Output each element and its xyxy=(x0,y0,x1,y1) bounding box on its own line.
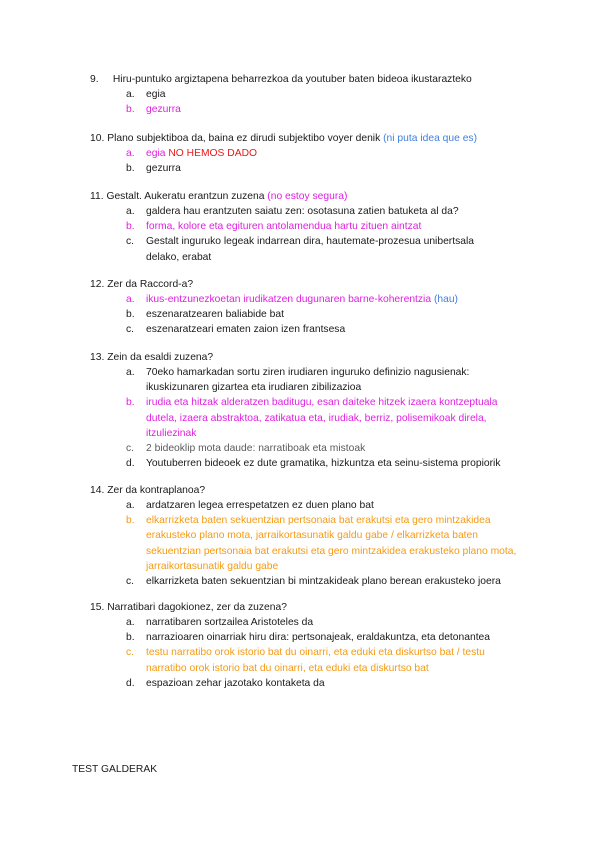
question-text: Zer da kontraplanoa? xyxy=(107,485,206,496)
option-c xyxy=(90,574,530,589)
option-text: irudia eta hitzak alderatzen baditugu, esan daiteke hitzek izaera kontzeptuala dutela, izaera abstraktoa, zatikatua eta, irudiak, berriz, polisemikoak direla, itzuliezinak xyxy=(146,397,498,439)
option-text: Youtuberren bideoek ez dute gramatika, hizkuntza eta seinu-sistema propiorik xyxy=(146,458,501,470)
option-text: ikus-entzunezkoetan irudikatzen dugunaren barne-koherentzia xyxy=(146,294,432,305)
question-note: (ni puta idea que es) xyxy=(383,133,478,144)
option-text: eszenaratzearen baliabide bat xyxy=(146,309,284,321)
option-b xyxy=(90,102,530,117)
question-number: 13. xyxy=(90,352,105,363)
option-text: eszenaratzeari ematen zaion izen frantsesa xyxy=(146,324,346,336)
question-text: Hiru-puntuko argiztapena beharrezkoa da youtuber baten bideoa ikustarazteko xyxy=(112,74,472,85)
option-b xyxy=(90,307,530,322)
option-note: NO HEMOS DADO xyxy=(168,148,258,159)
question-note: (no estoy segura) xyxy=(267,191,348,202)
option-text: testu narratibo orok istorio bat du oinarri, eta eduki eta diskurtso bat / testu narratibo orok istorio bat du oinarri, eta eduki eta diskurtso bat xyxy=(146,647,485,674)
question-text: Zein da esaldi zuzena? xyxy=(107,352,214,363)
question-11 xyxy=(90,189,530,265)
option-c xyxy=(90,441,530,456)
option-text: Gestalt inguruko legeak indarrean dira, hautemate-prozesua unibertsala delako, erabat xyxy=(146,236,474,263)
option-letter: b. xyxy=(126,397,135,409)
option-text: narrazioaren oinarriak hiru dira: pertsonajeak, eraldakuntza, eta detonantea xyxy=(146,632,491,644)
question-number: 10. xyxy=(90,133,105,144)
option-d xyxy=(90,676,530,691)
option-text: forma, kolore eta egituren antolamendua hartu zituen aintzat xyxy=(146,221,422,233)
option-a xyxy=(90,292,530,307)
option-text: narratibaren sortzailea Aristoteles da xyxy=(146,617,314,628)
option-letter: c. xyxy=(126,443,135,455)
option-a xyxy=(90,498,530,513)
option-letter: a. xyxy=(126,148,135,159)
option-text: ardatzaren legea errespetatzen ez duen plano bat xyxy=(146,500,374,511)
question-number: 9. xyxy=(90,74,99,85)
option-text: gezurra xyxy=(146,104,181,116)
question-12 xyxy=(90,277,530,338)
question-number: 12. xyxy=(90,279,105,290)
option-letter: b. xyxy=(126,163,135,175)
option-letter: c. xyxy=(126,647,135,659)
option-c xyxy=(90,234,530,264)
option-text: 2 bideoklip mota daude: narratiboak eta mistoak xyxy=(146,443,366,455)
option-letter: d. xyxy=(126,458,135,470)
option-b xyxy=(90,630,530,645)
question-number: 15. xyxy=(90,602,105,613)
option-letter: a. xyxy=(126,206,135,217)
option-d xyxy=(90,456,530,471)
option-letter: a. xyxy=(126,367,135,378)
option-text: galdera hau erantzuten saiatu zen: osotasuna zatien batuketa al da? xyxy=(146,206,459,217)
option-letter: b. xyxy=(126,104,135,116)
option-text: espazioan zehar jazotako kontaketa da xyxy=(146,677,325,689)
option-b xyxy=(90,513,530,574)
option-letter: a. xyxy=(126,500,135,511)
question-text: Plano subjektiboa da, baina ez dirudi subjektibo voyer denik xyxy=(107,133,381,144)
option-a xyxy=(90,615,530,630)
option-c xyxy=(90,322,530,337)
question-text: Narratibari dagokionez, zer da zuzena? xyxy=(107,602,287,613)
option-b xyxy=(90,395,530,441)
option-text: gezurra xyxy=(146,163,181,175)
option-text: egia xyxy=(146,148,166,159)
option-text: elkarrizketa baten sekuentzian bi mintzakideak plano berean erakusteko joera xyxy=(146,576,501,588)
question-10 xyxy=(90,131,530,176)
option-text: elkarrizketa baten sekuentzian pertsonaia bat erakutsi eta gero mintzakidea erakusteko plano mota, jarraikortasunatik galdu gabe / elkarrizketa baten sekuentzian pertsonaia bat erakutsi eta gero mintzakidea erakusteko plano mota, jarraikortasunatik galdu gabe xyxy=(146,515,517,572)
option-letter: c. xyxy=(126,236,135,248)
option-a xyxy=(90,87,530,102)
option-letter: a. xyxy=(126,294,135,305)
question-15 xyxy=(90,600,530,691)
question-text: Zer da Raccord-a? xyxy=(107,279,194,290)
option-a xyxy=(90,146,530,161)
question-9 xyxy=(90,72,530,117)
option-a xyxy=(90,365,530,395)
option-text: 70eko hamarkadan sortu ziren irudiaren inguruko definizio nagusienak: ikuskizunaren gizartea eta irudiaren zibilizazioa xyxy=(146,367,470,394)
option-b xyxy=(90,219,530,234)
option-letter: b. xyxy=(126,632,135,644)
question-14 xyxy=(90,483,530,589)
question-number: 14. xyxy=(90,485,105,496)
option-letter: c. xyxy=(126,576,135,588)
question-text: Gestalt. Aukeratu erantzun zuzena xyxy=(106,191,265,202)
question-number: 11. xyxy=(90,191,104,202)
option-letter: a. xyxy=(126,617,135,628)
option-letter: b. xyxy=(126,309,135,321)
question-13 xyxy=(90,350,530,471)
option-b xyxy=(90,161,530,176)
option-letter: b. xyxy=(126,515,135,527)
section-title: TEST GALDERAK xyxy=(72,764,158,775)
option-letter: b. xyxy=(126,221,135,233)
option-text: egia xyxy=(146,89,166,100)
option-letter: a. xyxy=(126,89,135,100)
option-a xyxy=(90,204,530,219)
option-note: (hau) xyxy=(433,294,458,305)
option-letter: c. xyxy=(126,324,135,336)
option-letter: d. xyxy=(126,677,135,689)
option-c xyxy=(90,645,530,675)
